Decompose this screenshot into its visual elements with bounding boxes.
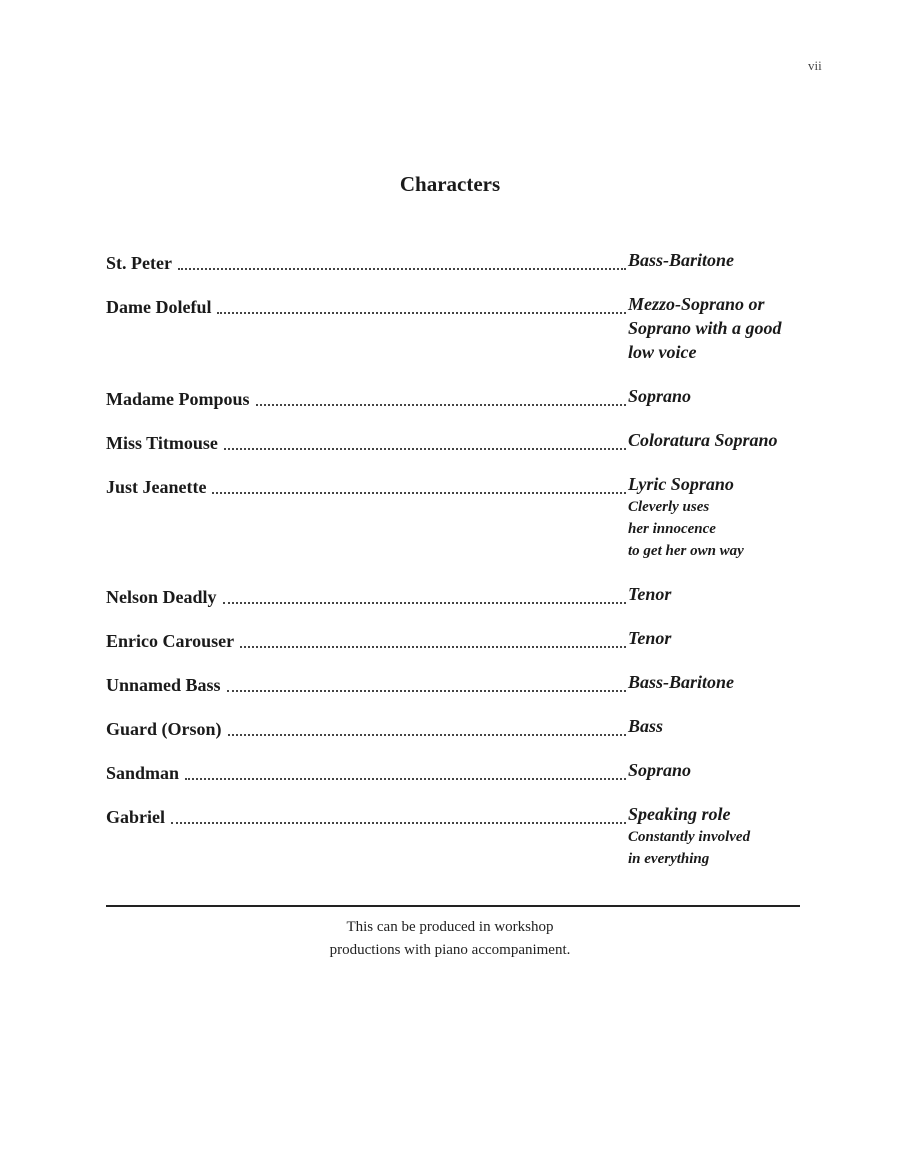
voice-type <box>628 292 806 364</box>
voice-line: Bass-Baritone <box>628 672 735 692</box>
voice-line: Speaking role <box>628 804 731 824</box>
dot-leader <box>185 778 626 780</box>
footnote <box>0 916 900 962</box>
dot-leader <box>228 734 626 736</box>
voice-line: Tenor <box>628 628 672 648</box>
cast-row <box>106 582 806 606</box>
voice-type <box>628 670 806 694</box>
character-name: Sandman <box>106 761 183 785</box>
dot-leader <box>217 312 626 314</box>
cast-row <box>106 472 806 562</box>
page-title: Characters <box>399 172 501 196</box>
character-note: in everything <box>628 851 710 867</box>
character-name: Nelson Deadly <box>106 585 221 609</box>
voice-type <box>628 248 806 272</box>
character-name: Guard (Orson) <box>106 717 226 741</box>
voice-line: low voice <box>628 342 697 362</box>
voice-type <box>628 714 806 738</box>
voice-type <box>628 802 806 870</box>
character-note: Cleverly uses <box>628 499 710 515</box>
cast-row <box>106 384 806 408</box>
cast-row <box>106 626 806 650</box>
dot-leader <box>256 404 626 406</box>
voice-type <box>628 582 806 606</box>
footnote-line: productions with piano accompaniment. <box>329 942 571 958</box>
cast-row <box>106 428 806 452</box>
character-name: St. Peter <box>106 251 176 275</box>
character-name: Madame Pompous <box>106 387 254 411</box>
voice-line: Lyric Soprano <box>628 474 734 494</box>
voice-line: Tenor <box>628 584 672 604</box>
voice-line: Bass-Baritone <box>628 250 735 270</box>
character-note: Constantly involved <box>628 829 751 845</box>
voice-type <box>628 384 806 408</box>
page-number: vii <box>808 58 822 73</box>
character-name: Dame Doleful <box>106 295 215 319</box>
dot-leader <box>223 602 626 604</box>
cast-row <box>106 802 806 870</box>
cast-row <box>106 714 806 738</box>
voice-line: Coloratura Soprano <box>628 430 778 450</box>
voice-line: Soprano <box>628 760 692 780</box>
voice-line: Soprano with a good <box>628 318 782 338</box>
voice-type <box>628 428 806 452</box>
voice-type <box>628 758 806 782</box>
character-name: Gabriel <box>106 805 169 829</box>
character-note: to get her own way <box>628 543 744 559</box>
character-name: Just Jeanette <box>106 475 210 499</box>
cast-list <box>106 248 806 890</box>
footnote-line: This can be produced in workshop <box>346 919 554 935</box>
character-name: Enrico Carouser <box>106 629 238 653</box>
cast-row <box>106 292 806 364</box>
dot-leader <box>171 822 626 824</box>
cast-row <box>106 248 806 272</box>
dot-leader <box>212 492 626 494</box>
character-name: Miss Titmouse <box>106 431 222 455</box>
dot-leader <box>227 690 626 692</box>
cast-row <box>106 670 806 694</box>
voice-type <box>628 626 806 650</box>
dot-leader <box>240 646 626 648</box>
dot-leader <box>178 268 626 270</box>
cast-row <box>106 758 806 782</box>
character-name: Unnamed Bass <box>106 673 225 697</box>
dot-leader <box>224 448 626 450</box>
voice-line: Mezzo-Soprano or <box>628 294 765 314</box>
voice-line: Bass <box>628 716 664 736</box>
voice-type <box>628 472 806 562</box>
character-note: her innocence <box>628 521 716 537</box>
voice-line: Soprano <box>628 386 692 406</box>
divider-rule <box>106 905 800 907</box>
